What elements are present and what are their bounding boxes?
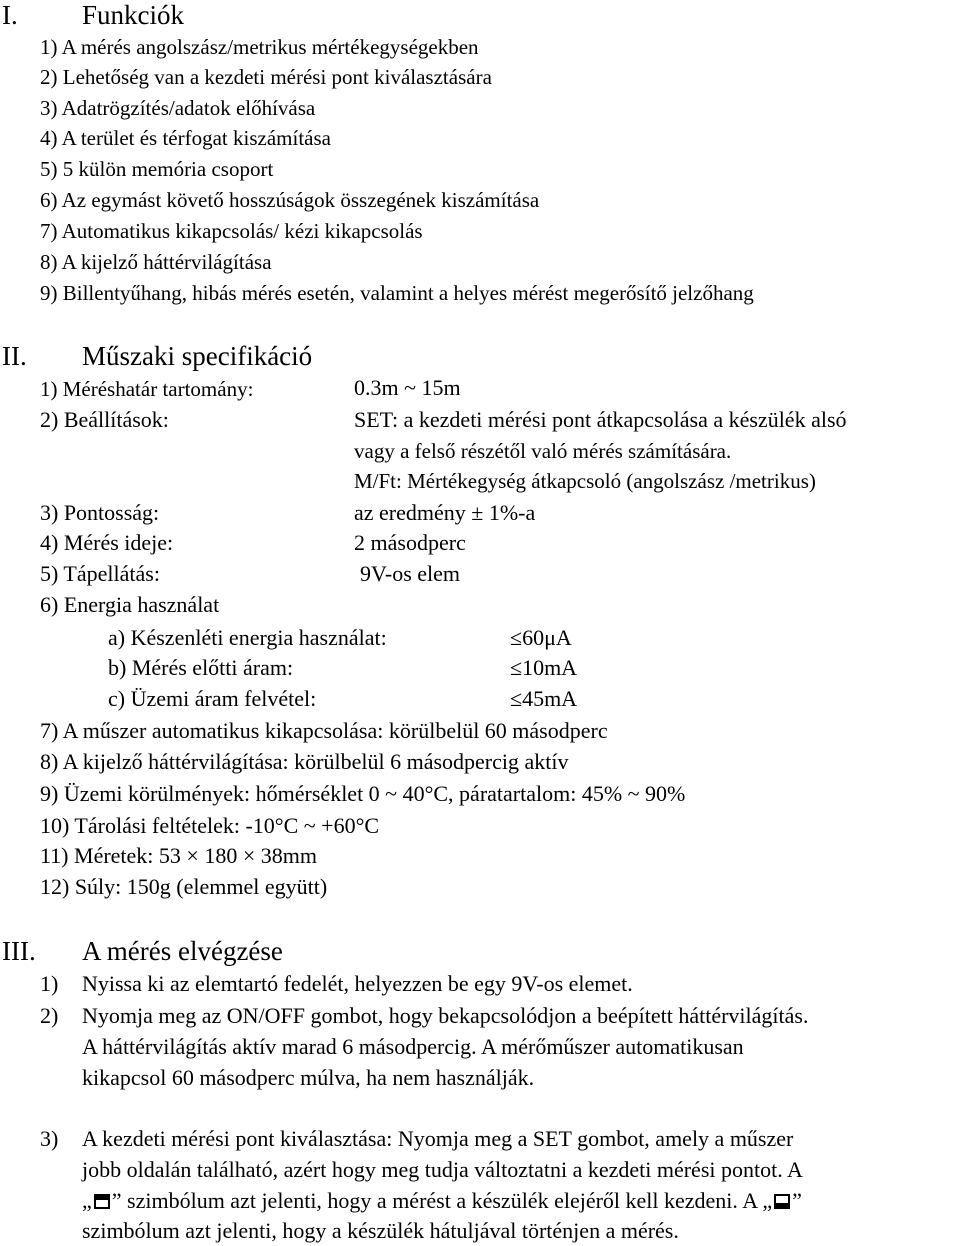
- spec-value: 2 másodperc: [354, 530, 466, 555]
- step-text: Nyomja meg az ON/OFF gombot, hogy bekapcsolódjon a beépített háttérvilágítás.: [82, 1003, 809, 1028]
- spec-value: vagy a felső részétől való mérés számítására.: [354, 439, 732, 463]
- list-item: 5) 5 külön memória csoport: [40, 157, 274, 181]
- spec-label: b) Mérés előtti áram:: [108, 655, 294, 680]
- spec-line: 10) Tárolási feltételek: -10°C ~ +60°C: [40, 813, 380, 838]
- list-item: 6) Az egymást követő hosszúságok összegének kiszámítása: [40, 188, 540, 212]
- step-text: kikapcsol 60 másodperc múlva, ha nem használják.: [82, 1065, 535, 1090]
- spec-value: 0.3m ~ 15m: [354, 375, 461, 400]
- step-text: szimbólum azt jelenti, hogy a készülék hátuljával történjen a mérés.: [82, 1218, 679, 1243]
- spec-value: M/Ft: Mértékegység átkapcsoló (angolszász /metrikus): [354, 469, 816, 493]
- spec-label: 6) Energia használat: [40, 592, 220, 617]
- step-text-fragment: ” szimbólum azt jelenti, hogy a mérést a készülék elejéről kell kezdeni. A „: [111, 1188, 773, 1213]
- spec-label: 3) Pontosság:: [40, 500, 160, 525]
- spec-line: 11) Méretek: 53 × 180 × 38mm: [40, 843, 317, 868]
- section-title: A mérés elvégzése: [82, 936, 283, 966]
- rear-reference-icon: [774, 1194, 790, 1209]
- step-number: 2): [40, 1003, 59, 1028]
- spec-label: 5) Tápellátás:: [40, 561, 160, 586]
- section-title: Műszaki specifikáció: [82, 341, 313, 371]
- step-text: A háttérvilágítás aktív marad 6 másodpercig. A mérőműszer automatikusan: [82, 1034, 744, 1059]
- step-text: jobb oldalán található, azért hogy meg tudja változtatni a kezdeti mérési pontot. A: [82, 1157, 803, 1182]
- list-item: 1) A mérés angolszász/metrikus mértékegységekben: [40, 35, 479, 59]
- section-number: III.: [2, 936, 36, 966]
- spec-label: a) Készenléti energia használat:: [108, 625, 387, 650]
- section-number: I.: [2, 0, 18, 30]
- spec-value: 9V-os elem: [360, 561, 461, 586]
- spec-value: ≤60μA: [510, 625, 572, 650]
- step-number: 3): [40, 1126, 59, 1151]
- section-number: II.: [2, 341, 27, 371]
- spec-value: SET: a kezdeti mérési pont átkapcsolása a készülék alsó: [354, 407, 847, 432]
- step-text: [82, 1188, 802, 1214]
- list-item: 7) Automatikus kikapcsolás/ kézi kikapcsolás: [40, 219, 423, 243]
- spec-label: 1) Méréshatár tartomány:: [40, 377, 254, 401]
- spec-line: 7) A műszer automatikus kikapcsolása: körülbelül 60 másodperc: [40, 718, 608, 743]
- quote-close: ”: [792, 1188, 802, 1213]
- front-reference-icon: [94, 1194, 110, 1209]
- spec-label: 4) Mérés ideje:: [40, 530, 174, 555]
- spec-line: 8) A kijelző háttérvilágítása: körülbelül 6 másodpercig aktív: [40, 749, 569, 774]
- spec-label: c) Üzemi áram felvétel:: [108, 686, 317, 711]
- list-item: 3) Adatrögzítés/adatok előhívása: [40, 96, 316, 120]
- step-text: Nyissa ki az elemtartó fedelét, helyezzen be egy 9V-os elemet.: [82, 971, 633, 996]
- list-item: 9) Billentyűhang, hibás mérés esetén, valamint a helyes mérést megerősítő jelzőhang: [40, 281, 754, 305]
- quote-open: „: [82, 1188, 92, 1213]
- list-item: 8) A kijelző háttérvilágítása: [40, 250, 272, 274]
- section-title: Funkciók: [82, 0, 185, 30]
- spec-label: 2) Beállítások:: [40, 407, 169, 432]
- spec-line: 9) Üzemi körülmények: hőmérséklet 0 ~ 40°C, páratartalom: 45% ~ 90%: [40, 781, 686, 806]
- spec-line: 12) Súly: 150g (elemmel együtt): [40, 874, 328, 899]
- step-number: 1): [40, 971, 59, 996]
- spec-value: az eredmény ± 1%-a: [354, 500, 536, 525]
- spec-value: ≤45mA: [510, 686, 578, 711]
- list-item: 2) Lehetőség van a kezdeti mérési pont kiválasztására: [40, 65, 492, 89]
- list-item: 4) A terület és térfogat kiszámítása: [40, 126, 331, 150]
- spec-value: ≤10mA: [510, 655, 578, 680]
- step-text: A kezdeti mérési pont kiválasztása: Nyomja meg a SET gombot, amely a műszer: [82, 1126, 794, 1151]
